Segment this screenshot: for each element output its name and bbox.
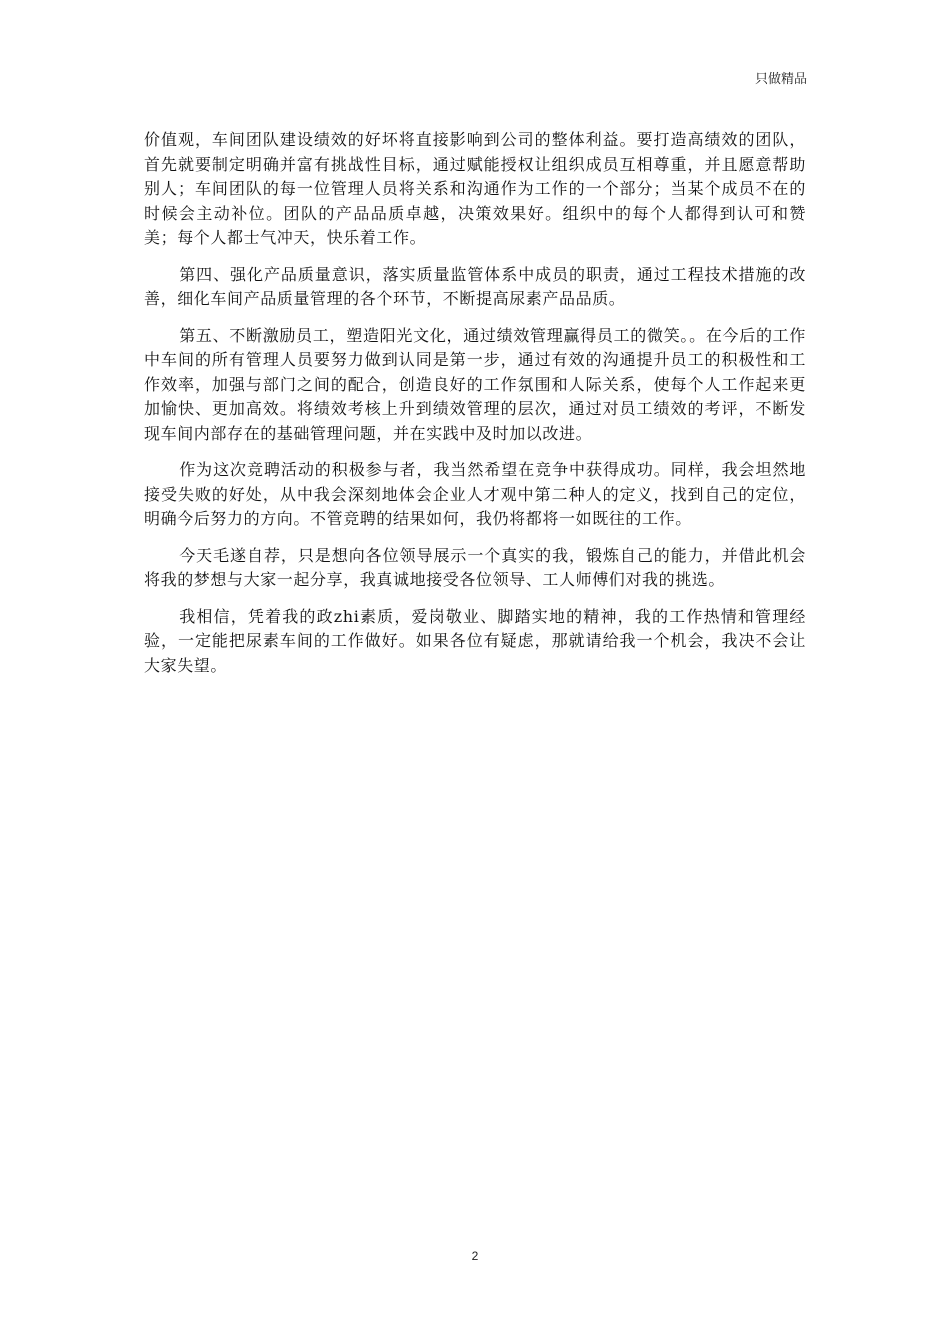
paragraph-competition: 作为这次竞聘活动的积极参与者，我当然希望在竞争中获得成功。同样，我会坦然地接受失败的好处，从中我会深刻地体会企业人才观中第二种人的定义，找到自己的定位，明确今后努力的方向。不管竞聘的结果如何，我仍将都将一如既往的工作。 bbox=[144, 460, 806, 528]
paragraph-point-five: 第五、不断激励员工，塑造阳光文化，通过绩效管理赢得员工的微笑。。在今后的工作中车间的所有管理人员要努力做到认同是第一步，通过有效的沟通提升员工的积极性和工作效率，加强与部门之间的配合，创造良好的工作氛围和人际关系，使每个人工作起来更加愉快、更加高效。将绩效考核上升到绩效管理的层次，通过对员工绩效的考评，不断发现车间内部存在的基础管理问题，并在实践中及时加以改进。 bbox=[144, 325, 806, 443]
header-note: 只做精品 bbox=[754, 72, 807, 87]
paragraph-closing: 我相信，凭着我的政zhi素质，爱岗敬业、脚踏实地的精神，我的工作热情和管理经验，一定能把尿素车间的工作做好。如果各位有疑虑，那就请给我一个机会，我决不会让大家失望。 bbox=[144, 606, 806, 675]
paragraph-self-recommend: 今天毛遂自荐，只是想向各位领导展示一个真实的我，锻炼自己的能力，并借此机会将我的梦想与大家一起分享，我真诚地接受各位领导、工人师傅们对我的挑选。 bbox=[144, 545, 806, 589]
document-body bbox=[144, 128, 806, 690]
paragraph-point-four: 第四、强化产品质量意识，落实质量监管体系中成员的职责，通过工程技术措施的改善，细化车间产品质量管理的各个环节，不断提高尿素产品品质。 bbox=[144, 264, 806, 308]
page-number: 2 bbox=[471, 1249, 479, 1263]
paragraph-continuation: 价值观，车间团队建设绩效的好坏将直接影响到公司的整体利益。要打造高绩效的团队，首先就要制定明确并富有挑战性目标，通过赋能授权让组织成员互相尊重，并且愿意帮助别人；车间团队的每一位管理人员将关系和沟通作为工作的一个部分；当某个成员不在的时候会主动补位。团队的产品品质卓越，决策效果好。组织中的每个人都得到认可和赞美；每个人都士气冲天，快乐着工作。 bbox=[144, 130, 806, 247]
